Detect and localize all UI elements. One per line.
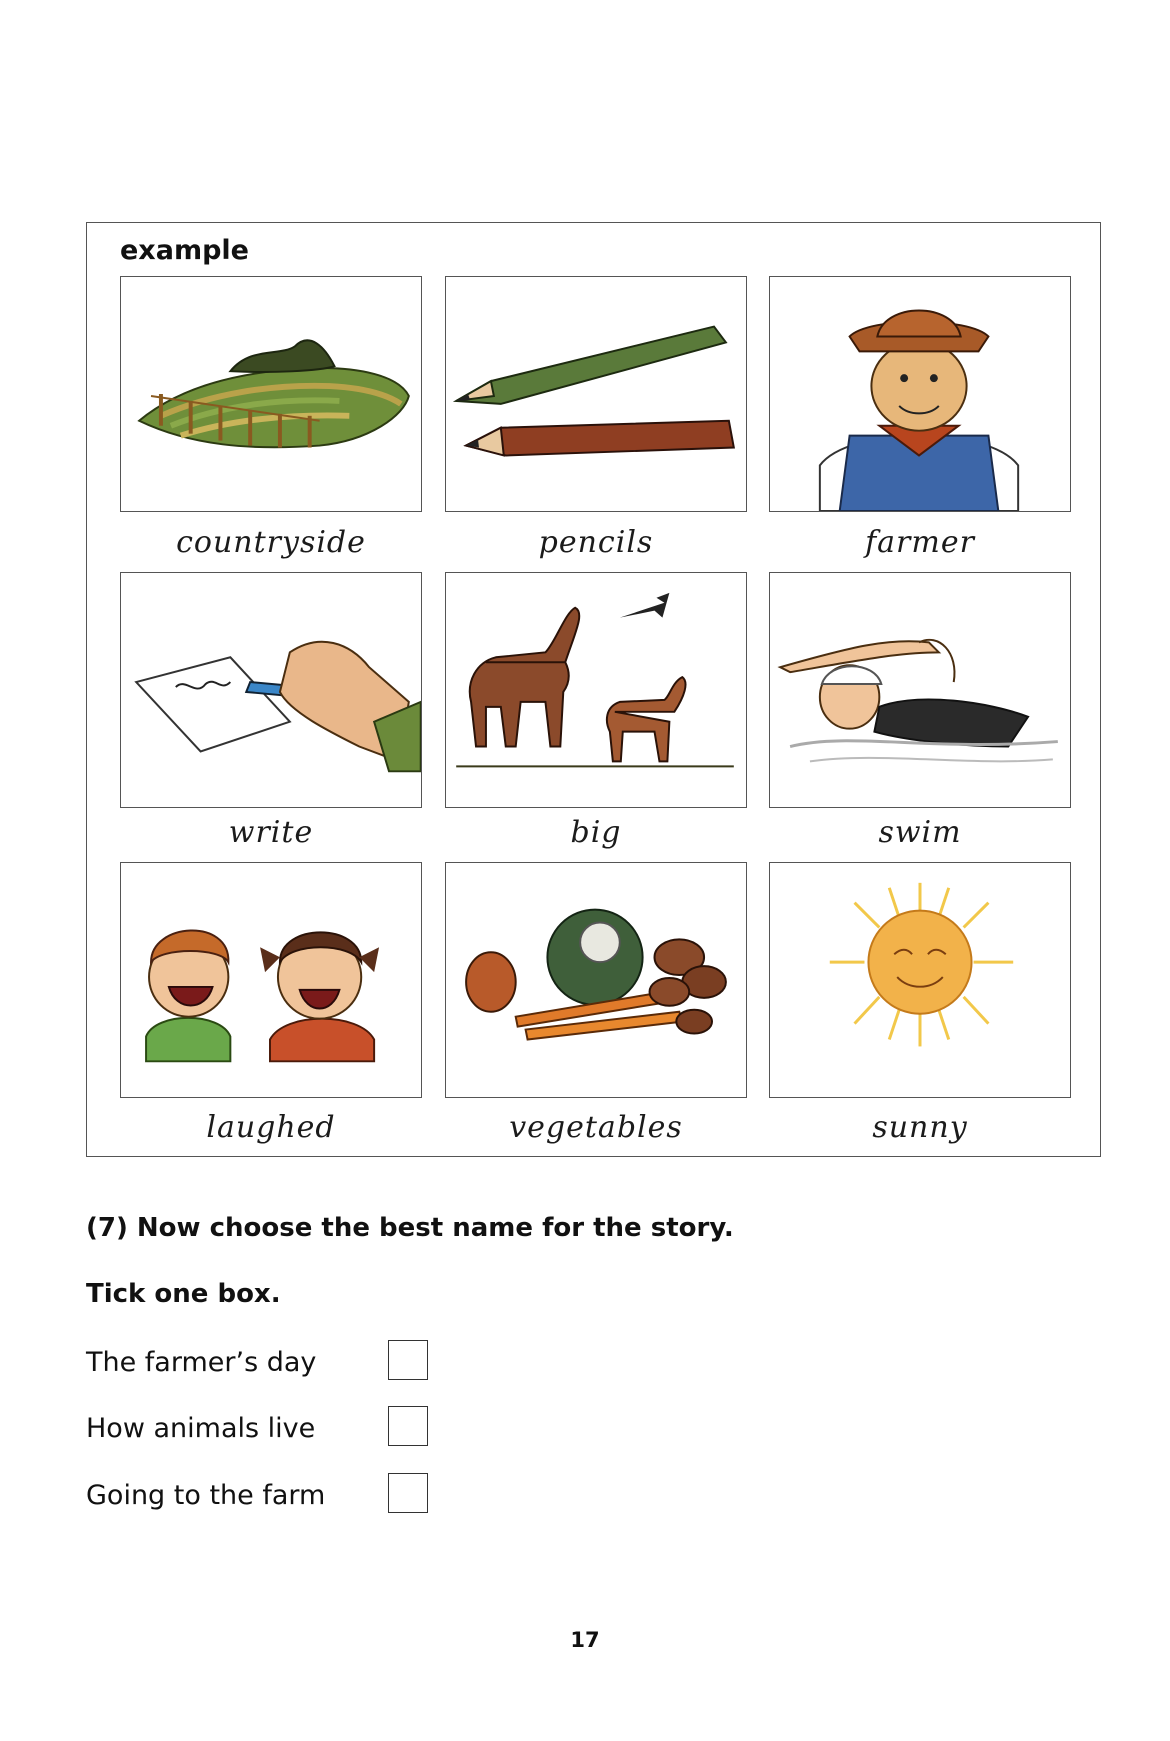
word-farmer: farmer [865,525,975,560]
question-text: (7) Now choose the best name for the story. [86,1213,734,1243]
farmer-icon [770,277,1070,511]
card-write [120,572,422,808]
word-write: write [228,815,314,850]
writing-hand-icon [121,573,421,807]
word-vegetables: vegetables [509,1110,683,1145]
example-label: example [120,235,249,266]
word-sunny: sunny [872,1110,968,1145]
laughing-children-icon [121,863,421,1097]
word-countryside: countryside [176,525,366,560]
card-swim [769,572,1071,808]
card-countryside [120,276,422,512]
card-big [445,572,747,808]
option-label: Going to the farm [86,1480,326,1511]
horses-icon [446,573,746,807]
word-pencils: pencils [538,525,654,560]
sun-icon [770,863,1070,1097]
word-laughed: laughed [206,1110,336,1145]
option-label: The farmer’s day [86,1347,317,1378]
card-vegetables [445,862,747,1098]
card-sunny [769,862,1071,1098]
card-pencils [445,276,747,512]
word-swim: swim [878,815,962,850]
page-number: 17 [570,1628,600,1652]
tick-box[interactable] [388,1340,428,1380]
pencils-icon [446,277,746,511]
vegetables-icon [446,863,746,1097]
option-label: How animals live [86,1413,316,1444]
instruction-text: Tick one box. [86,1279,281,1309]
tick-box[interactable] [388,1473,428,1513]
card-laughed [120,862,422,1098]
card-farmer [769,276,1071,512]
tick-box[interactable] [388,1406,428,1446]
countryside-icon [121,277,421,511]
word-big: big [570,815,622,850]
swimmer-icon [770,573,1070,807]
